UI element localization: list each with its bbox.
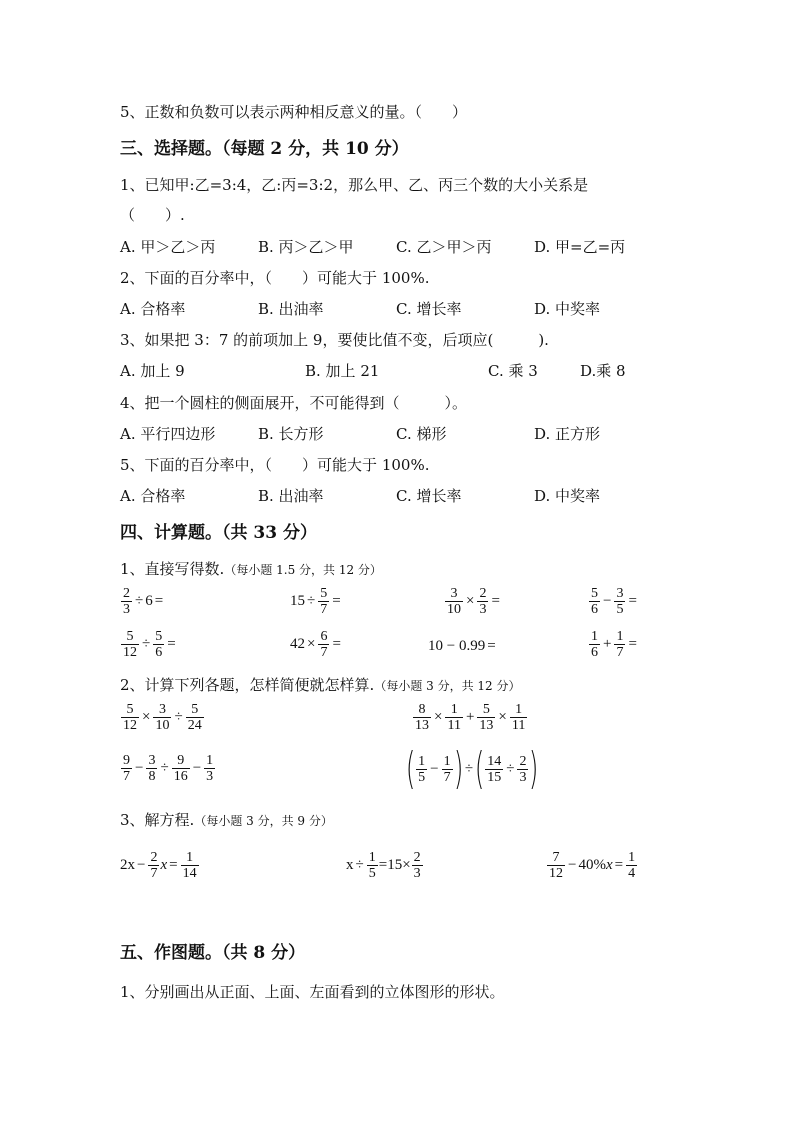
section-4-title: 四、计算题。（共 33 分） xyxy=(120,523,317,543)
q3-option-c[interactable]: C. 乘 3 xyxy=(488,362,538,380)
choice-question-1-line2: （ ）. xyxy=(120,206,185,224)
q4-option-a[interactable]: A. 平行四边形 xyxy=(120,425,216,443)
calc-question-2-text: 2、计算下列各题，怎样简便就怎样算. xyxy=(120,676,375,694)
expr-1-7: 10 − 0.99 = xyxy=(428,638,496,654)
equation-3: $\frac{7}{12}$ − 40% x = $\frac{1}{4}$ xyxy=(549,850,636,881)
q1-option-d[interactable]: D. 甲=乙=丙 xyxy=(534,238,626,256)
expr-2-4: ( $\frac{1}{5}$ − $\frac{1}{7}$ ) ÷ ( $\frac{14}{15}$ ÷ $\frac{2}{3}$ ) xyxy=(405,743,539,794)
q3-option-d[interactable]: D.乘 8 xyxy=(580,362,626,380)
q5-option-c[interactable]: C. 增长率 xyxy=(396,487,462,505)
expr-1-3: $\frac{3}{10}$ × $\frac{2}{3}$ = xyxy=(447,586,500,617)
calc-question-2 xyxy=(120,675,521,696)
expr-1-1: $\frac{2}{3}$ ÷ 6 = xyxy=(123,586,164,617)
expr-1-4: $\frac{5}{6}$ − $\frac{3}{5}$ = xyxy=(591,586,637,617)
q2-option-d[interactable]: D. 中奖率 xyxy=(534,300,601,318)
calc-question-3-text: 3、解方程. xyxy=(120,811,195,829)
expr-2-3: $\frac{9}{7}$ − $\frac{3}{8}$ ÷ $\frac{9}{16}$ − $\frac{1}{3}$ xyxy=(123,753,214,784)
q3-option-a[interactable]: A. 加上 9 xyxy=(120,362,185,380)
calc-question-1-text: 1、直接写得数. xyxy=(120,560,225,578)
q2-option-b[interactable]: B. 出油率 xyxy=(258,300,324,318)
q5-option-a[interactable]: A. 合格率 xyxy=(120,487,186,505)
equation-1: 2x − $\frac{2}{7}$ x = $\frac{1}{14}$ xyxy=(120,850,197,881)
equation-2: x ÷ $\frac{1}{5}$ =15× $\frac{2}{3}$ xyxy=(346,850,421,881)
choice-question-1-line1: 1、已知甲:乙=3:4，乙:丙=3:2，那么甲、乙、丙三个数的大小关系是 xyxy=(120,176,589,194)
section-3-title: 三、选择题。（每题 2 分，共 10 分） xyxy=(120,139,409,159)
calc-question-1-note: （每小题 1.5 分，共 12 分） xyxy=(224,563,382,577)
q1-option-a[interactable]: A. 甲＞乙＞丙 xyxy=(120,238,216,256)
expr-2-1: $\frac{5}{12}$ × $\frac{3}{10}$ ÷ $\frac{5}{24}$ xyxy=(123,702,202,733)
q5-option-b[interactable]: B. 出油率 xyxy=(258,487,324,505)
q1-option-c[interactable]: C. 乙＞甲＞丙 xyxy=(396,238,492,256)
expr-1-6: 42 × $\frac{6}{7}$ = xyxy=(290,629,341,660)
choice-question-5: 5、下面的百分率中，（ ）可能大于 100%. xyxy=(120,456,430,474)
expr-1-2: 15 ÷ $\frac{5}{7}$ = xyxy=(290,586,341,617)
q2-option-a[interactable]: A. 合格率 xyxy=(120,300,186,318)
calc-question-1 xyxy=(120,559,382,580)
drawing-question-1: 1、分别画出从正面、上面、左面看到的立体图形的形状。 xyxy=(120,983,505,1001)
judge-question-5: 5、正数和负数可以表示两种相反意义的量。（ ） xyxy=(120,103,468,121)
q1-option-b[interactable]: B. 丙＞乙＞甲 xyxy=(258,238,354,256)
choice-question-3: 3、如果把 3：7 的前项加上 9，要使比值不变，后项应( ). xyxy=(120,331,549,349)
expr-1-8: $\frac{1}{6}$ + $\frac{1}{7}$ = xyxy=(591,629,637,660)
expr-1-5: $\frac{5}{12}$ ÷ $\frac{5}{6}$ = xyxy=(123,629,176,660)
choice-question-2: 2、下面的百分率中，（ ）可能大于 100%. xyxy=(120,269,430,287)
choice-question-4: 4、把一个圆柱的侧面展开，不可能得到（ ）。 xyxy=(120,394,468,412)
q5-option-d[interactable]: D. 中奖率 xyxy=(534,487,601,505)
calc-question-3-note: （每小题 3 分，共 9 分） xyxy=(194,814,333,828)
calc-question-2-note: （每小题 3 分，共 12 分） xyxy=(374,679,521,693)
q4-option-c[interactable]: C. 梯形 xyxy=(396,425,447,443)
calc-question-3 xyxy=(120,810,333,831)
q4-option-d[interactable]: D. 正方形 xyxy=(534,425,601,443)
q3-option-b[interactable]: B. 加上 21 xyxy=(305,362,380,380)
expr-2-2: $\frac{8}{13}$ × $\frac{1}{11}$ + $\frac{5}{13}$ × $\frac{1}{11}$ xyxy=(415,702,526,733)
q2-option-c[interactable]: C. 增长率 xyxy=(396,300,462,318)
q4-option-b[interactable]: B. 长方形 xyxy=(258,425,324,443)
section-5-title: 五、作图题。（共 8 分） xyxy=(120,943,306,963)
